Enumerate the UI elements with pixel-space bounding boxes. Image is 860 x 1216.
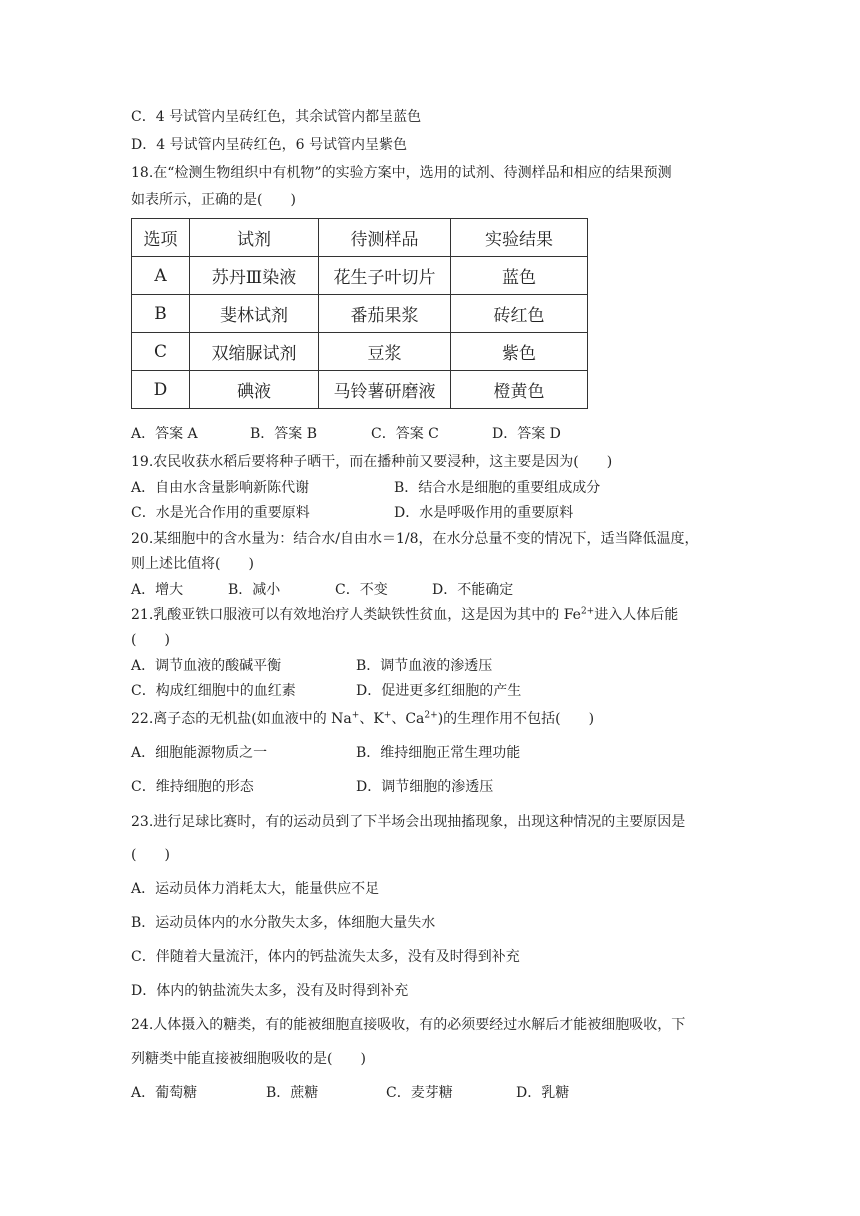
q23-stem-line1: 23.进行足球比赛时，有的运动员到了下半场会出现抽搐现象，出现这种情况的主要原因是 bbox=[131, 814, 686, 830]
q20-option-d: D．不能确定 bbox=[432, 582, 514, 598]
table-cell: A bbox=[132, 257, 190, 295]
q22-option-b: B．维持细胞正常生理功能 bbox=[356, 745, 521, 761]
table-cell: B bbox=[132, 295, 190, 333]
table-row bbox=[132, 333, 588, 371]
q23-stem-line2: ( ) bbox=[131, 847, 170, 863]
q19-option-c: C．水是光合作用的重要原料 bbox=[131, 505, 310, 521]
table-cell: 双缩脲试剂 bbox=[190, 333, 319, 371]
q17-option-c: C．4 号试管内呈砖红色，其余试管内都呈蓝色 bbox=[131, 109, 422, 125]
q22-stem-a: 22.离子态的无机盐(如血液中的 Na bbox=[131, 711, 352, 727]
q22-option-c: C．维持细胞的形态 bbox=[131, 779, 254, 795]
q22-stem-c: 、Ca bbox=[391, 711, 425, 727]
q21-option-d: D．促进更多红细胞的产生 bbox=[356, 683, 522, 699]
q23-option-a: A．运动员体力消耗太大，能量供应不足 bbox=[131, 881, 380, 897]
q23-option-b: B．运动员体内的水分散失太多，体细胞大量失水 bbox=[131, 915, 436, 931]
table-cell: C bbox=[132, 333, 190, 371]
q24-option-c: C．麦芽糖 bbox=[386, 1085, 453, 1101]
q21-option-a: A．调节血液的酸碱平衡 bbox=[131, 658, 282, 674]
q21-stem-line1 bbox=[131, 605, 678, 625]
q19-option-d: D．水是呼吸作用的重要原料 bbox=[394, 505, 574, 521]
table-row bbox=[132, 295, 588, 333]
table-cell: 橙黄色 bbox=[451, 371, 588, 409]
q24-stem-line2: 列糖类中能直接被细胞吸收的是( ) bbox=[131, 1051, 366, 1067]
q22-stem-b: 、K bbox=[359, 711, 384, 727]
table-header-cell: 待测样品 bbox=[319, 219, 451, 257]
q17-option-d: D．4 号试管内呈砖红色，6 号试管内呈紫色 bbox=[131, 137, 407, 153]
table-cell: 碘液 bbox=[190, 371, 319, 409]
table-header-cell: 试剂 bbox=[190, 219, 319, 257]
q24-option-a: A．葡萄糖 bbox=[131, 1085, 198, 1101]
table-cell: 马铃薯研磨液 bbox=[319, 371, 451, 409]
q18-option-b: B．答案 B bbox=[250, 426, 318, 442]
table-cell: 斐林试剂 bbox=[190, 295, 319, 333]
ca-charge-sup: 2+ bbox=[424, 710, 438, 721]
q21-stem-text: 21.乳酸亚铁口服液可以有效地治疗人类缺铁性贫血，这是因为其中的 Fe bbox=[131, 607, 581, 623]
table-cell: 番茄果浆 bbox=[319, 295, 451, 333]
table-cell: 紫色 bbox=[451, 333, 588, 371]
table-row bbox=[132, 371, 588, 409]
q21-option-b: B．调节血液的渗透压 bbox=[356, 658, 493, 674]
q19-option-a: A．自由水含量影响新陈代谢 bbox=[131, 480, 310, 496]
q23-option-d: D．体内的钠盐流失太多，没有及时得到补充 bbox=[131, 983, 409, 999]
q22-stem bbox=[131, 709, 594, 729]
q18-option-d: D．答案 D bbox=[492, 426, 561, 442]
q19-stem: 19.农民收获水稻后要将种子晒干，而在播种前又要浸种，这主要是因为( ) bbox=[131, 454, 613, 470]
table-cell: 豆浆 bbox=[319, 333, 451, 371]
q20-option-a: A．增大 bbox=[131, 582, 184, 598]
q22-option-d: D．调节细胞的渗透压 bbox=[356, 779, 494, 795]
q18-stem-line1: 18.在“检测生物组织中有机物”的实验方案中，选用的试剂、待测样品和相应的结果预测 bbox=[131, 165, 672, 181]
q18-stem-line2: 如表所示，正确的是( ) bbox=[131, 192, 296, 208]
table-cell: D bbox=[132, 371, 190, 409]
q23-option-c: C．伴随着大量流汗，体内的钙盐流失太多，没有及时得到补充 bbox=[131, 949, 520, 965]
table-row bbox=[132, 257, 588, 295]
table-header-cell: 选项 bbox=[132, 219, 190, 257]
fe-charge-sup: 2+ bbox=[580, 606, 595, 617]
table-cell: 砖红色 bbox=[451, 295, 588, 333]
q20-stem-line1: 20.某细胞中的含水量为：结合水/自由水＝1/8，在水分总量不变的情况下，适当降低温度， bbox=[131, 531, 699, 547]
k-charge-sup: + bbox=[383, 710, 392, 721]
table-cell: 苏丹Ⅲ染液 bbox=[190, 257, 319, 295]
q18-option-c: C．答案 C bbox=[371, 426, 439, 442]
na-charge-sup: + bbox=[351, 710, 360, 721]
q20-stem-line2: 则上述比值将( ) bbox=[131, 556, 254, 572]
q21-stem-text-end: 进入人体后能 bbox=[594, 607, 679, 623]
table-header-row bbox=[132, 219, 588, 257]
q24-stem-line1: 24.人体摄入的糖类，有的能被细胞直接吸收，有的必须要经过水解后才能被细胞吸收，下 bbox=[131, 1017, 686, 1033]
table-cell: 花生子叶切片 bbox=[319, 257, 451, 295]
q20-option-b: B．减小 bbox=[228, 582, 281, 598]
table-cell: 蓝色 bbox=[451, 257, 588, 295]
q21-stem-line2: ( ) bbox=[131, 632, 170, 648]
q20-option-c: C．不变 bbox=[335, 582, 388, 598]
q18-option-a: A．答案 A bbox=[131, 426, 198, 442]
q24-option-d: D．乳糖 bbox=[516, 1085, 570, 1101]
q19-option-b: B．结合水是细胞的重要组成成分 bbox=[394, 480, 601, 496]
table-header-cell: 实验结果 bbox=[451, 219, 588, 257]
q18-table bbox=[131, 218, 588, 409]
q21-option-c: C．构成红细胞中的血红素 bbox=[131, 683, 296, 699]
q22-option-a: A．细胞能源物质之一 bbox=[131, 745, 268, 761]
q24-option-b: B．蔗糖 bbox=[266, 1085, 319, 1101]
q22-stem-d: )的生理作用不包括( ) bbox=[437, 711, 595, 727]
